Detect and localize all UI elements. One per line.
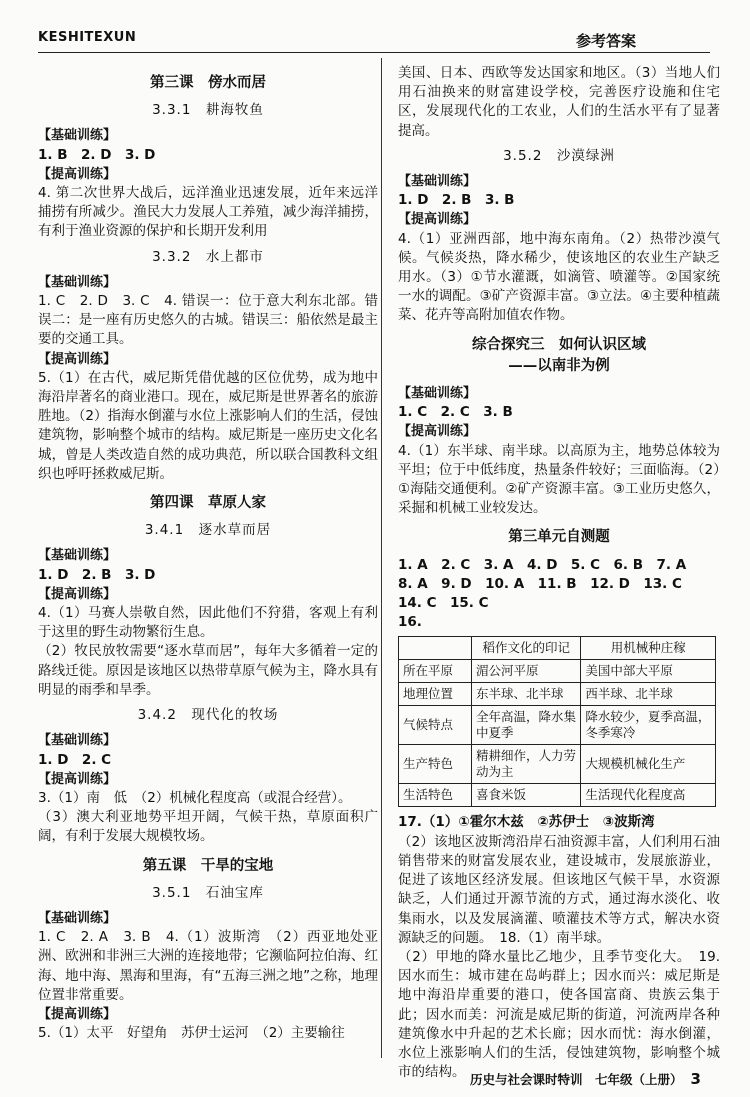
section-title: 3.5.1 石油宝库 xyxy=(152,884,264,901)
section-title: 3.3.1 耕海牧鱼 xyxy=(152,102,264,119)
basic-training-tag: 【基础训练】 xyxy=(38,910,117,926)
answer-paragraph: 1. C 2. D 3. C 4. 错误一：位于意大利东北部。错误二：是一座有历史悠久的古城。错误三：船依然是最主要的交通工具。 xyxy=(38,293,378,348)
page-number: 3 xyxy=(690,1070,701,1088)
table-cell: 精耕细作，人力劳动为主 xyxy=(472,745,581,784)
advanced-training-tag: 【提高训练】 xyxy=(38,166,117,182)
answer-line: 1. B 2. D 3. D xyxy=(38,146,156,163)
section-title: 3.4.1 逐水草而居 xyxy=(144,522,272,539)
brand-name: KESHITEXUN xyxy=(38,30,137,45)
answer-line: 1. A 2. C 3. A 4. D 5. C 6. B 7. A xyxy=(398,556,687,573)
table-cell: 美国中部大平原 xyxy=(581,660,716,683)
answer-paragraph: （2）甲地的降水量比乙地少，且季节变化大。 19. 因水而生：城市建在岛屿群上；因水而兴：威尼斯是地中海沿岸重要的港口，使各国富商、贵族云集于此；因水而美：河流是威尼斯的街道，河流两岸各种建筑像水中升起的艺术长廊；因水而忧：海水倒灌，水位上涨影响人们的生活，侵蚀建筑物，影响整个城市的结构。 xyxy=(398,948,720,1081)
answer-line: 17.（1）①霍尔木兹 ②苏伊士 ③波斯湾 xyxy=(398,814,655,831)
book-title: 历史与社会课时特训 七年级（上册） xyxy=(470,1072,683,1087)
advanced-training-tag: 【提高训练】 xyxy=(398,212,477,228)
answer-paragraph: 5.（1）在古代，威尼斯凭借优越的区位优势，成为地中海沿岸著名的商业港口。现在，威尼斯是世界著名的旅游胜地。（2）指海水倒灌与水位上涨影响人们的生活，侵蚀建筑物，影响整个城市的结构。威尼斯是一座历史文化名城，曾是人类改造自然的成功典范，所以联合国教科文组织也呼吁拯救威尼斯。 xyxy=(38,369,378,482)
table-cell: 喜食米饭 xyxy=(472,784,581,807)
right-column xyxy=(398,64,720,1082)
answer-paragraph: 4. 第二次世界大战后，远洋渔业迅速发展，近年来远洋捕捞有所减少。渔民大力发展人工养殖，减少海洋捕捞，有利于渔业资源的保护和长期开发利用 xyxy=(38,185,378,240)
answer-line: 16. xyxy=(398,614,422,631)
answer-line: 1. D 2. C xyxy=(38,751,112,768)
basic-training-tag: 【基础训练】 xyxy=(398,386,477,402)
table-cell: 生活特色 xyxy=(399,784,472,807)
advanced-training-tag: 【提高训练】 xyxy=(38,1006,117,1022)
inquiry-title: 综合探究三 如何认识区域 xyxy=(472,336,646,353)
answer-paragraph: 4.（1）东半球、南半球。以高原为主，地势总体较为平坦；位于中低纬度，热量条件较好；三面临海。（2）①海陆交通便利。②矿产资源丰富。③工业历史悠久，采掘和机械工业较发达。 xyxy=(398,442,720,517)
page-header xyxy=(0,0,750,52)
lesson-title: 第五课 干旱的宝地 xyxy=(142,857,274,874)
basic-training-tag: 【基础训练】 xyxy=(38,128,117,144)
answer-paragraph: 3.（1）南 低 （2）机械化程度高（或混合经营）。 xyxy=(38,789,352,806)
table-cell: 西半球、北半球 xyxy=(581,683,716,706)
answer-paragraph: 美国、日本、西欧等发达国家和地区。（3）当地人们用石油换来的财富建设学校，完善医疗设施和住宅区，发展现代化的工农业，人们的生活水平有了显著提高。 xyxy=(398,65,720,139)
basic-training-tag: 【基础训练】 xyxy=(38,733,117,749)
basic-training-tag: 【基础训练】 xyxy=(38,274,117,290)
answer-paragraph: （2）牧民放牧需要“逐水草而居”，每年大多循着一定的路线迁徙。原因是该地区以热带草原气候为主，降水具有明显的雨季和旱季。 xyxy=(38,643,378,698)
table-cell: 所在平原 xyxy=(399,660,472,683)
table-cell: 全年高温，降水集中夏季 xyxy=(472,706,581,745)
table-cell: 湄公河平原 xyxy=(472,660,581,683)
table-cell: 东半球、北半球 xyxy=(472,683,581,706)
answer-line: 1. D 2. B 3. B xyxy=(398,192,515,209)
section-title: 3.4.2 现代化的牧场 xyxy=(137,707,279,724)
lesson-title: 第三课 傍水而居 xyxy=(150,75,266,91)
answer-paragraph: 4.（1）马赛人崇敬自然，因此他们不狩猎，客观上有利于这里的野生动物繁衍生息。 xyxy=(38,605,378,641)
answer-line: 1. C 2. C 3. B xyxy=(398,404,513,421)
table-cell: 生产特色 xyxy=(399,745,472,784)
answer-line: 8. A 9. D 10. A 11. B 12. D 13. C xyxy=(398,575,682,592)
table-header-cell: 用机械种庄稼 xyxy=(581,637,716,660)
answer-key-label: 参考答案 xyxy=(576,32,637,50)
table-cell: 气候特点 xyxy=(399,706,472,745)
answer-paragraph: 5.（1）太平 好望角 苏伊士运河 （2）主要输往 xyxy=(38,1025,345,1042)
column-divider xyxy=(381,58,382,1058)
left-column xyxy=(38,64,378,1043)
answer-paragraph: 1. C 2. A 3. B 4.（1）波斯湾 （2）西亚地处亚洲、欧洲和非洲三大洲的连接地带；它濒临阿拉伯海、红海、地中海、黑海和里海，有“五海三洲之地”之称，地理位置非常重要。 xyxy=(38,929,378,1003)
header-rule xyxy=(38,52,710,53)
lesson-title: 第四课 草原人家 xyxy=(150,495,266,512)
page-footer xyxy=(470,1070,701,1088)
answer-line: 14. C 15. C xyxy=(398,595,489,612)
section-title: 3.3.2 水上都市 xyxy=(152,248,264,265)
table-row xyxy=(399,784,716,807)
unit-test-title: 第三单元自测题 xyxy=(508,529,610,546)
table-row xyxy=(399,683,716,706)
table-header-cell: 稻作文化的印记 xyxy=(472,637,581,660)
table-cell: 降水较少，夏季高温，冬季寒冷 xyxy=(581,706,716,745)
advanced-training-tag: 【提高训练】 xyxy=(38,586,117,602)
answer-paragraph: （3）澳大利亚地势平坦开阔，气候干热，草原面积广阔，有利于发展大规模牧场。 xyxy=(38,809,378,845)
table-cell: 生活现代化程度高 xyxy=(581,784,716,807)
table-row xyxy=(399,745,716,784)
advanced-training-tag: 【提高训练】 xyxy=(398,424,477,440)
section-title: 3.5.2 沙漠绿洲 xyxy=(503,147,615,164)
answer-paragraph: 4.（1）亚洲西部，地中海东南角。（2）热带沙漠气候。气候炎热，降水稀少，使该地区的农业生产缺乏用水。（3）①节水灌溉，如滴管、喷灌等。②国家统一水的调配。③矿产资源丰富。③立法。④主要种植蔬菜、花卉等高附加值农作物。 xyxy=(398,230,720,324)
table-cell: 地理位置 xyxy=(399,683,472,706)
inquiry-subtitle: ——以南非为例 xyxy=(508,357,610,374)
advanced-training-tag: 【提高训练】 xyxy=(38,351,117,367)
table-cell: 大规模机械化生产 xyxy=(581,745,716,784)
basic-training-tag: 【基础训练】 xyxy=(38,548,117,564)
table-header-row xyxy=(399,637,716,660)
answer-paragraph: （2）该地区波斯湾沿岸石油资源丰富，人们利用石油销售带来的财富发展农业，建设城市，发展旅游业，促进了该地区经济发展。但该地区气候干旱，水资源缺乏，人们通过开源节流的方式，通过海水淡化、收集雨水，以及发展滴灌、喷灌技术等方式，解决水资源缺乏的问题。 18.（1）南半球。 xyxy=(398,833,720,946)
basic-training-tag: 【基础训练】 xyxy=(398,174,477,190)
table-row xyxy=(399,660,716,683)
advanced-training-tag: 【提高训练】 xyxy=(38,771,117,787)
table-row xyxy=(399,706,716,745)
table-header-cell xyxy=(399,637,472,660)
answer-line: 1. D 2. B 3. D xyxy=(38,566,156,583)
comparison-table xyxy=(398,636,716,807)
